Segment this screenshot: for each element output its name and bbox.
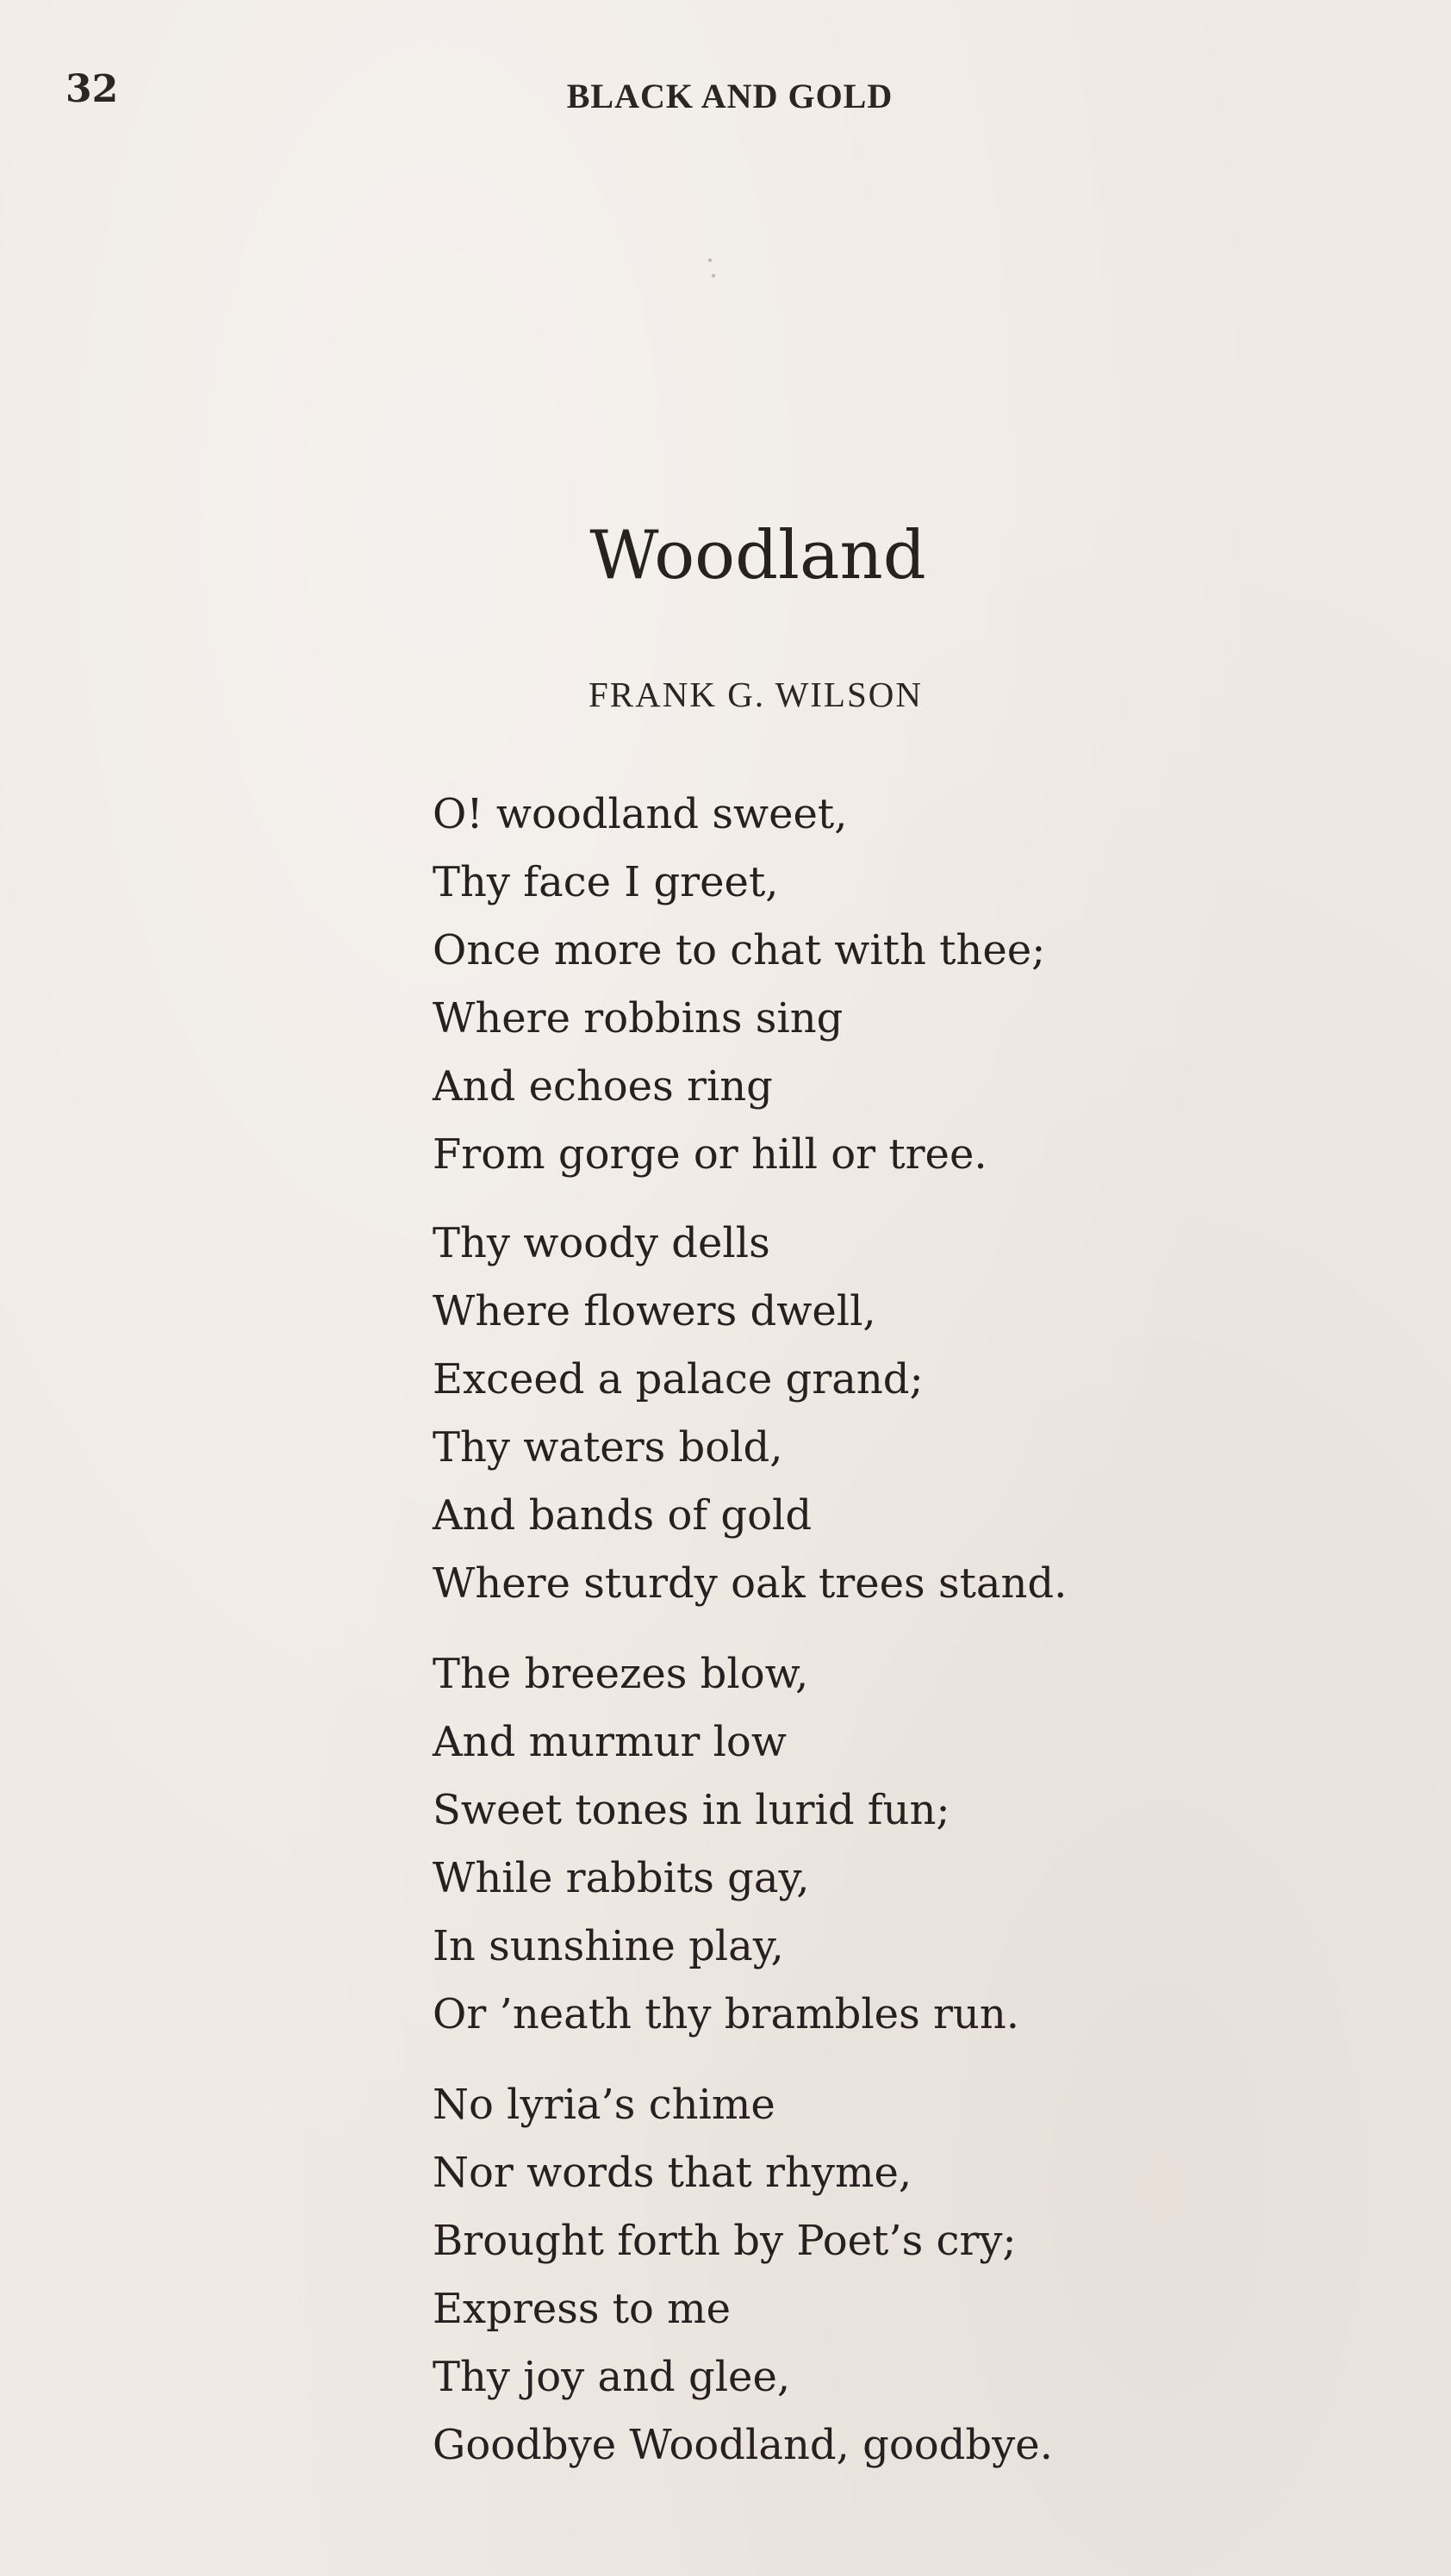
- poem-line: Where sturdy oak trees stand.: [433, 1559, 1068, 1608]
- poem-line: From gorge or hill or tree.: [433, 1130, 987, 1179]
- poem-line: In sunshine play,: [433, 1922, 784, 1970]
- poem-line: Sweet tones in lurid fun;: [433, 1786, 950, 1834]
- poem-title: Woodland: [589, 517, 926, 594]
- running-head: BLACK AND GOLD: [566, 77, 894, 115]
- poem-line: Brought forth by Poet’s cry;: [433, 2217, 1017, 2265]
- poem-line: Where flowers dwell,: [433, 1287, 876, 1335]
- stanza-3: [433, 1640, 1380, 2049]
- poem-line: Goodbye Woodland, goodbye.: [433, 2421, 1053, 2469]
- stanza-1: [433, 781, 1380, 1189]
- poem-line: Exceed a palace grand;: [433, 1355, 924, 1403]
- poem-line: O! woodland sweet,: [433, 790, 848, 838]
- poem-line: While rabbits gay,: [433, 1854, 810, 1902]
- poem-line: And echoes ring: [433, 1062, 773, 1111]
- poem-line: Thy waters bold,: [433, 1423, 783, 1472]
- poem-line: Nor words that rhyme,: [433, 2149, 912, 2197]
- poem-line: Once more to chat with thee;: [433, 926, 1046, 974]
- poem-line: Thy woody dells: [433, 1219, 770, 1267]
- poem-line: No lyria’s chime: [433, 2081, 775, 2129]
- poem-author: FRANK G. WILSON: [588, 675, 923, 714]
- poem-line: And bands of gold: [433, 1491, 813, 1540]
- stanza-4: [433, 2071, 1380, 2480]
- poem-line: Thy joy and glee,: [433, 2353, 791, 2401]
- poem-line: And murmur low: [433, 1718, 787, 1766]
- stanza-2: [433, 1210, 1380, 1618]
- paper-speck: [712, 274, 715, 277]
- poem-line: Thy face I greet,: [433, 858, 779, 906]
- paper-speck: [708, 258, 712, 262]
- poem-line: Express to me: [433, 2285, 732, 2333]
- poem-line: The breezes blow,: [433, 1650, 809, 1698]
- poem-line: Where robbins sing: [433, 994, 844, 1042]
- page-number: 32: [65, 67, 119, 111]
- poem-line: Or ’neath thy brambles run.: [433, 1990, 1019, 2038]
